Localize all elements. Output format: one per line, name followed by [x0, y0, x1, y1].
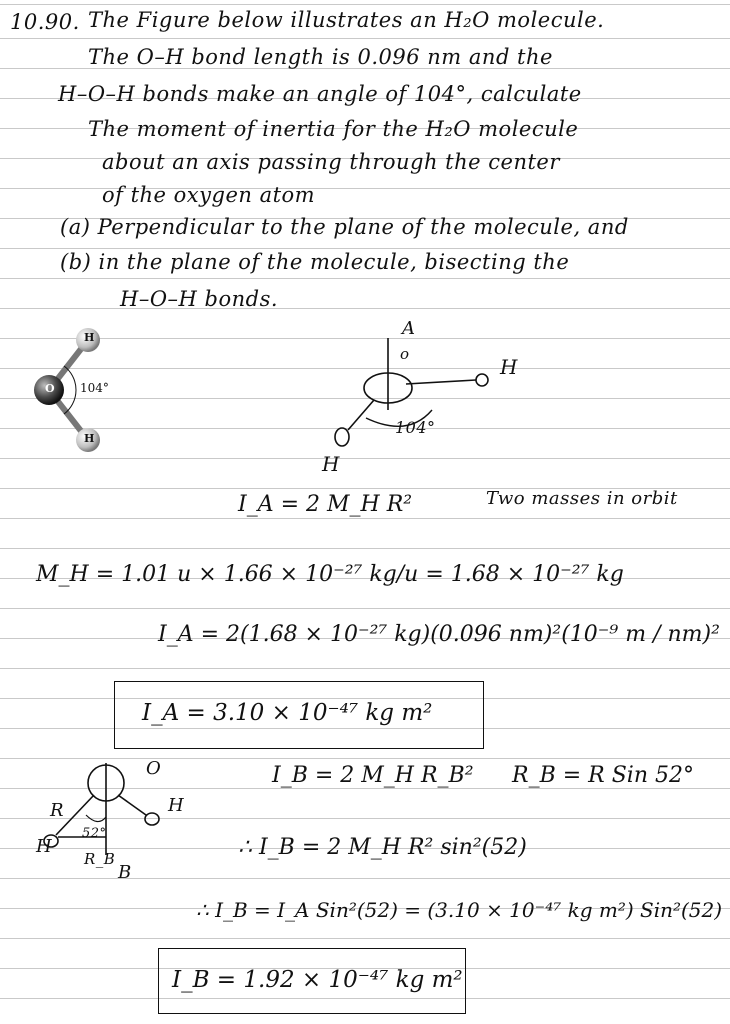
mh-line: M_H = 1.01 u × 1.66 × 10⁻²⁷ kg/u = 1.68 × 10⁻²⁷ kg [36, 562, 624, 587]
label-h-top: H [84, 331, 95, 344]
sketch-a-o-label: o [400, 345, 410, 363]
part-a-text: (a) Perpendicular to the plane of the molecule, and [60, 215, 629, 239]
ia-result: I_A = 3.10 × 10⁻⁴⁷ kg m² [142, 700, 433, 726]
h-right-sketch [476, 374, 488, 386]
sketch-b-axis-label: B [118, 862, 132, 883]
problem-number: 10.90. [10, 10, 80, 34]
problem-line-4: The moment of inertia for the H₂O molecule [88, 117, 579, 141]
bond-to-h-bottom [348, 400, 374, 430]
sketch-b-o-label: O [146, 758, 162, 779]
bond-b-right [118, 795, 146, 815]
angle-arc-b [86, 815, 106, 822]
sketch-b-h-right: H [168, 795, 185, 816]
problem-line-9: H–O–H bonds. [120, 287, 279, 311]
problem-line-6: of the oxygen atom [102, 183, 316, 207]
ib-formula: I_B = 2 M_H R_B² [272, 763, 474, 788]
sketch-b-rb-label: R_B [84, 850, 116, 868]
label-h-bottom: H [84, 432, 95, 445]
angle-label-fig: 104° [80, 381, 109, 395]
ib-result: I_B = 1.92 × 10⁻⁴⁷ kg m² [172, 967, 463, 993]
ib-step-2: ∴ I_B = 2 M_H R² sin²(52) [238, 835, 527, 860]
h-bottom-sketch [335, 428, 349, 446]
sketch-a-h-bottom: H [322, 452, 340, 476]
bond-to-h-right [406, 380, 476, 384]
ib-step-3: ∴ I_B = I_A Sin²(52) = (3.10 × 10⁻⁴⁷ kg m²) Sin²(52) [196, 898, 723, 922]
label-o: O [45, 382, 55, 395]
water-molecule-figure [20, 318, 130, 468]
problem-line-3: H–O–H bonds make an angle of 104°, calculate [58, 82, 582, 106]
part-b-text: (b) in the plane of the molecule, bisecting the [60, 250, 570, 274]
sketch-b-r-label: R [50, 800, 65, 821]
rb-formula: R_B = R Sin 52° [512, 763, 694, 788]
ia-calc: I_A = 2(1.68 × 10⁻²⁷ kg)(0.096 nm)²(10⁻⁹ m / nm)² [158, 622, 720, 647]
problem-line-1: The Figure below illustrates an H₂O molecule. [88, 8, 605, 32]
ia-note: Two masses in orbit [486, 488, 678, 509]
h-right-sketch-b [145, 813, 159, 825]
sketch-a-h-right: H [500, 355, 518, 379]
sketch-b-h-left: H [36, 836, 53, 857]
ia-formula: I_A = 2 M_H R² [238, 492, 413, 517]
axis-a-label: A [402, 318, 416, 339]
sketch-b-angle: 52° [82, 826, 107, 841]
problem-line-2: The O–H bond length is 0.096 nm and the [88, 45, 553, 69]
sketch-a-angle: 104° [395, 418, 436, 437]
problem-line-5: about an axis passing through the center [102, 150, 560, 174]
